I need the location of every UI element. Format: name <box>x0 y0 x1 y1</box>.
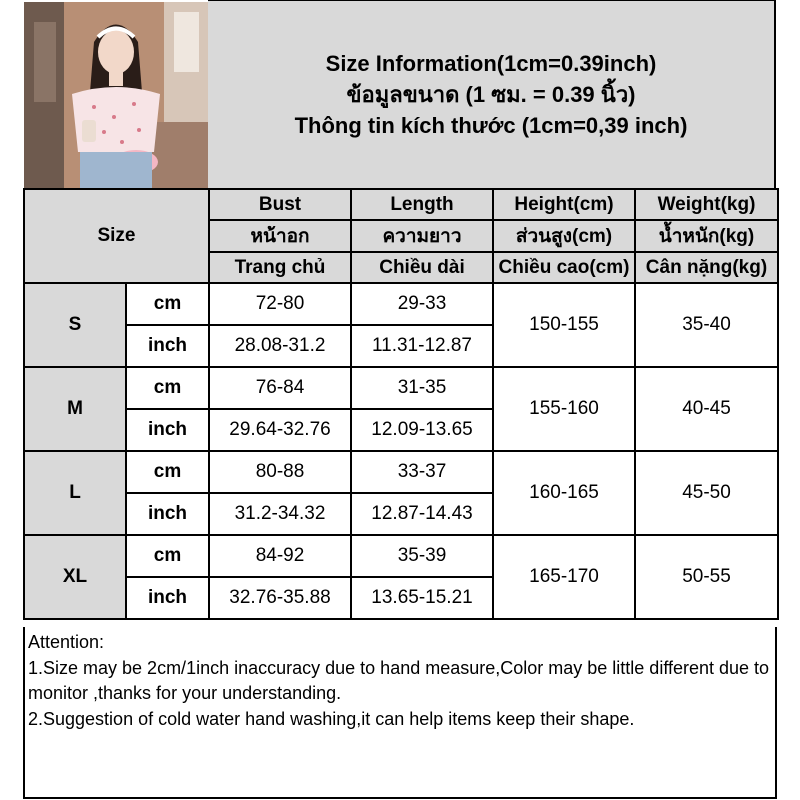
model-photo-illustration <box>24 2 208 188</box>
attention-title: Attention: <box>28 632 105 652</box>
length-inch: 13.65-15.21 <box>351 577 493 619</box>
bust-cm: 72-80 <box>209 283 351 325</box>
col-length-vi: Chiều dài <box>351 252 493 283</box>
unit-inch: inch <box>126 325 209 367</box>
attention-notes <box>23 627 777 799</box>
bust-cm: 80-88 <box>209 451 351 493</box>
size-title: Size <box>24 189 209 283</box>
length-inch: 12.87-14.43 <box>351 493 493 535</box>
product-photo <box>24 2 208 188</box>
weight-value: 35-40 <box>635 283 778 367</box>
length-inch: 11.31-12.87 <box>351 325 493 367</box>
weight-value: 40-45 <box>635 367 778 451</box>
length-inch: 12.09-13.65 <box>351 409 493 451</box>
col-height-vi: Chiều cao(cm) <box>493 252 635 283</box>
col-length-en: Length <box>351 189 493 220</box>
size-label: L <box>24 451 126 535</box>
col-height-th: ส่วนสูง(cm) <box>493 220 635 252</box>
unit-cm: cm <box>126 367 209 409</box>
length-cm: 29-33 <box>351 283 493 325</box>
unit-inch: inch <box>126 577 209 619</box>
bust-inch: 29.64-32.76 <box>209 409 351 451</box>
header-thai: ข้อมูลขนาด (1 ซม. = 0.39 นิ้ว) <box>346 82 636 107</box>
header-english: Size Information(1cm=0.39inch) <box>325 51 657 76</box>
bust-cm: 76-84 <box>209 367 351 409</box>
attention-note-1: 1.Size may be 2cm/1inch inaccuracy due to hand measure,Color may be little different due to monitor ,thanks for your understanding. <box>28 657 770 703</box>
col-weight-en: Weight(kg) <box>635 189 778 220</box>
length-cm: 35-39 <box>351 535 493 577</box>
size-label: M <box>24 367 126 451</box>
height-value: 150-155 <box>493 283 635 367</box>
col-length-th: ความยาว <box>351 220 493 252</box>
col-height-en: Height(cm) <box>493 189 635 220</box>
bust-inch: 32.76-35.88 <box>209 577 351 619</box>
col-bust-th: หน้าอก <box>209 220 351 252</box>
header-vietnamese: Thông tin kích thước (1cm=0,39 inch) <box>294 113 688 138</box>
table-row <box>24 283 778 325</box>
unit-cm: cm <box>126 283 209 325</box>
size-label: XL <box>24 535 126 619</box>
col-weight-vi: Cân nặng(kg) <box>635 252 778 283</box>
table-row <box>24 535 778 577</box>
size-info-header <box>208 0 776 188</box>
size-label: S <box>24 283 126 367</box>
table-row <box>24 451 778 493</box>
unit-inch: inch <box>126 493 209 535</box>
unit-cm: cm <box>126 451 209 493</box>
bust-inch: 28.08-31.2 <box>209 325 351 367</box>
col-bust-en: Bust <box>209 189 351 220</box>
length-cm: 33-37 <box>351 451 493 493</box>
height-value: 160-165 <box>493 451 635 535</box>
col-bust-vi: Trang chủ <box>209 252 351 283</box>
weight-value: 45-50 <box>635 451 778 535</box>
size-chart-table <box>23 188 779 620</box>
length-cm: 31-35 <box>351 367 493 409</box>
height-value: 165-170 <box>493 535 635 619</box>
height-value: 155-160 <box>493 367 635 451</box>
bust-cm: 84-92 <box>209 535 351 577</box>
unit-inch: inch <box>126 409 209 451</box>
bust-inch: 31.2-34.32 <box>209 493 351 535</box>
table-row <box>24 367 778 409</box>
weight-value: 50-55 <box>635 535 778 619</box>
unit-cm: cm <box>126 535 209 577</box>
col-weight-th: น้ำหนัก(kg) <box>635 220 778 252</box>
attention-note-2: 2.Suggestion of cold water hand washing,it can help items keep their shape. <box>28 708 635 729</box>
